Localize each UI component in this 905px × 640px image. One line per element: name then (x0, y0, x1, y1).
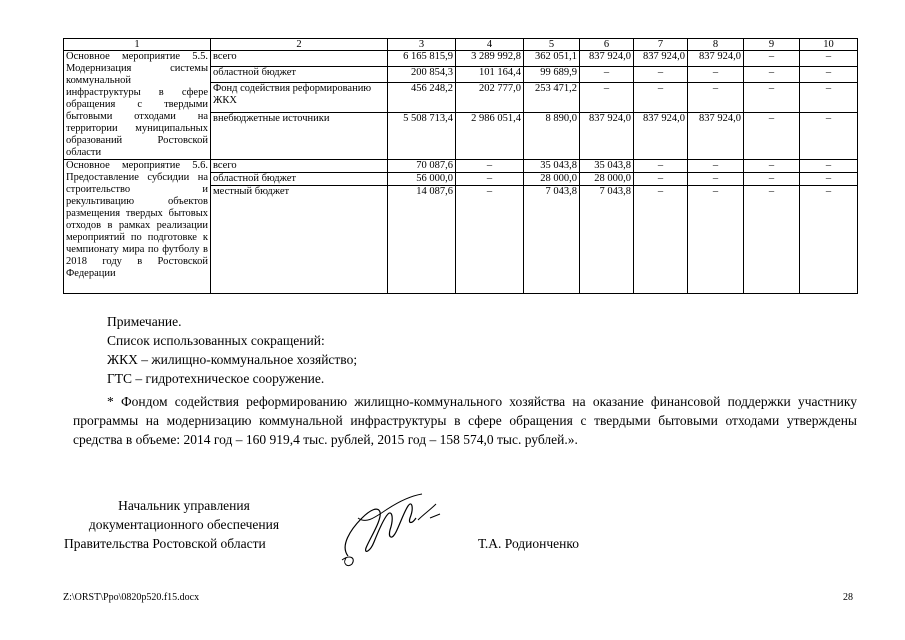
value-cell: – (744, 51, 800, 67)
value-cell: 35 043,8 (580, 160, 634, 173)
value-cell: 200 854,3 (388, 66, 456, 82)
value-cell: – (744, 82, 800, 112)
signatory-title (64, 496, 304, 553)
value-cell: 70 087,6 (388, 160, 456, 173)
value-cell: 837 924,0 (688, 51, 744, 67)
value-cell: – (634, 160, 688, 173)
value-cell: – (688, 173, 744, 186)
value-cell: 456 248,2 (388, 82, 456, 112)
value-cell: – (744, 186, 800, 294)
value-cell: – (456, 186, 524, 294)
value-cell: 253 471,2 (524, 82, 580, 112)
column-header: 7 (634, 39, 688, 51)
value-cell: – (800, 173, 858, 186)
value-cell: – (744, 160, 800, 173)
abbreviations-title: Список использованных сокращений: (107, 333, 325, 348)
value-cell: 28 000,0 (580, 173, 634, 186)
column-header: 3 (388, 39, 456, 51)
value-cell: 99 689,9 (524, 66, 580, 82)
value-cell: 202 777,0 (456, 82, 524, 112)
table-header-row (64, 39, 858, 51)
column-header: 1 (64, 39, 211, 51)
abbreviation-item: ЖКХ – жилищно-коммунальное хозяйство; (107, 352, 358, 367)
notes-heading: Примечание. (107, 314, 182, 329)
column-header: 4 (456, 39, 524, 51)
value-cell: – (800, 66, 858, 82)
table-row (64, 160, 858, 173)
funding-source-cell: внебюджетные источники (211, 113, 388, 160)
value-cell: – (800, 82, 858, 112)
value-cell: 837 924,0 (634, 51, 688, 67)
value-cell: – (634, 186, 688, 294)
abbreviation-item: ГТС – гидротехническое сооружение. (107, 371, 325, 386)
file-path: Z:\ORST\Ppo\0820p520.f15.docx (63, 592, 200, 603)
value-cell: 2 986 051,4 (456, 113, 524, 160)
value-cell: – (634, 82, 688, 112)
value-cell: 837 924,0 (580, 113, 634, 160)
footnote: * Фондом содействия реформированию жилищно-коммунального хозяйства на оказание финансовой поддержки участнику программы на модернизацию коммунальной инфраструктуры в сфере обращения с твердыми бытовыми отходами утверждены средства в объеме: 2014 год – 160 919,4 тыс. рублей, 2015 год – 158 574,0 тыс. рублей.». (73, 394, 857, 447)
funding-source-cell: областной бюджет (211, 173, 388, 186)
value-cell: – (744, 173, 800, 186)
value-cell: – (456, 173, 524, 186)
activity-cell: Основное мероприятие 5.6. Предоставление субсидии на строительство и рекультивацию объектов размещения твердых бытовых отходов в рамках реализации мероприятий по подготовке к чемпионату мира по футболу в 2018 году в Ростовской Федерации (64, 160, 211, 294)
column-header: 2 (211, 39, 388, 51)
value-cell: 837 924,0 (688, 113, 744, 160)
value-cell: – (744, 66, 800, 82)
value-cell: 362 051,1 (524, 51, 580, 67)
value-cell: – (688, 186, 744, 294)
page-number: 28 (843, 592, 853, 603)
value-cell: – (688, 82, 744, 112)
value-cell: 7 043,8 (580, 186, 634, 294)
value-cell: – (634, 66, 688, 82)
value-cell: – (744, 113, 800, 160)
value-cell: – (800, 51, 858, 67)
signatory-title-line: Правительства Ростовской области (64, 536, 266, 551)
signatory-title-line: Начальник управления (118, 498, 250, 513)
column-header: 5 (524, 39, 580, 51)
value-cell: – (580, 66, 634, 82)
column-header: 9 (744, 39, 800, 51)
funding-source-cell: областной бюджет (211, 66, 388, 82)
value-cell: – (688, 160, 744, 173)
value-cell: 5 508 713,4 (388, 113, 456, 160)
funding-source-cell: всего (211, 51, 388, 67)
signer-name: Т.А. Родионченко (478, 536, 579, 551)
value-cell: 35 043,8 (524, 160, 580, 173)
value-cell: – (800, 113, 858, 160)
column-header: 10 (800, 39, 858, 51)
value-cell: – (688, 66, 744, 82)
handwritten-signature (330, 488, 455, 568)
column-header: 8 (688, 39, 744, 51)
value-cell: 14 087,6 (388, 186, 456, 294)
value-cell: – (456, 160, 524, 173)
table-row (64, 51, 858, 67)
value-cell: 8 890,0 (524, 113, 580, 160)
value-cell: 837 924,0 (580, 51, 634, 67)
funding-source-cell: местный бюджет (211, 186, 388, 294)
value-cell: – (800, 160, 858, 173)
value-cell: – (580, 82, 634, 112)
column-header: 6 (580, 39, 634, 51)
value-cell: 101 164,4 (456, 66, 524, 82)
value-cell: 7 043,8 (524, 186, 580, 294)
value-cell: 6 165 815,9 (388, 51, 456, 67)
value-cell: 3 289 992,8 (456, 51, 524, 67)
value-cell: 56 000,0 (388, 173, 456, 186)
budget-table (63, 38, 858, 294)
value-cell: 837 924,0 (634, 113, 688, 160)
funding-source-cell: Фонд содействия реформированию ЖКХ (211, 82, 388, 112)
value-cell: 28 000,0 (524, 173, 580, 186)
notes-section (107, 312, 357, 388)
signatory-title-line: документационного обеспечения (88, 517, 280, 532)
value-cell: – (634, 173, 688, 186)
funding-source-cell: всего (211, 160, 388, 173)
value-cell: – (800, 186, 858, 294)
activity-cell: Основное мероприятие 5.5. Модернизация системы коммунальной инфраструктуры в сфере обращения с твердыми бытовыми отходами на территории муниципальных образований Ростовской области (64, 51, 211, 160)
